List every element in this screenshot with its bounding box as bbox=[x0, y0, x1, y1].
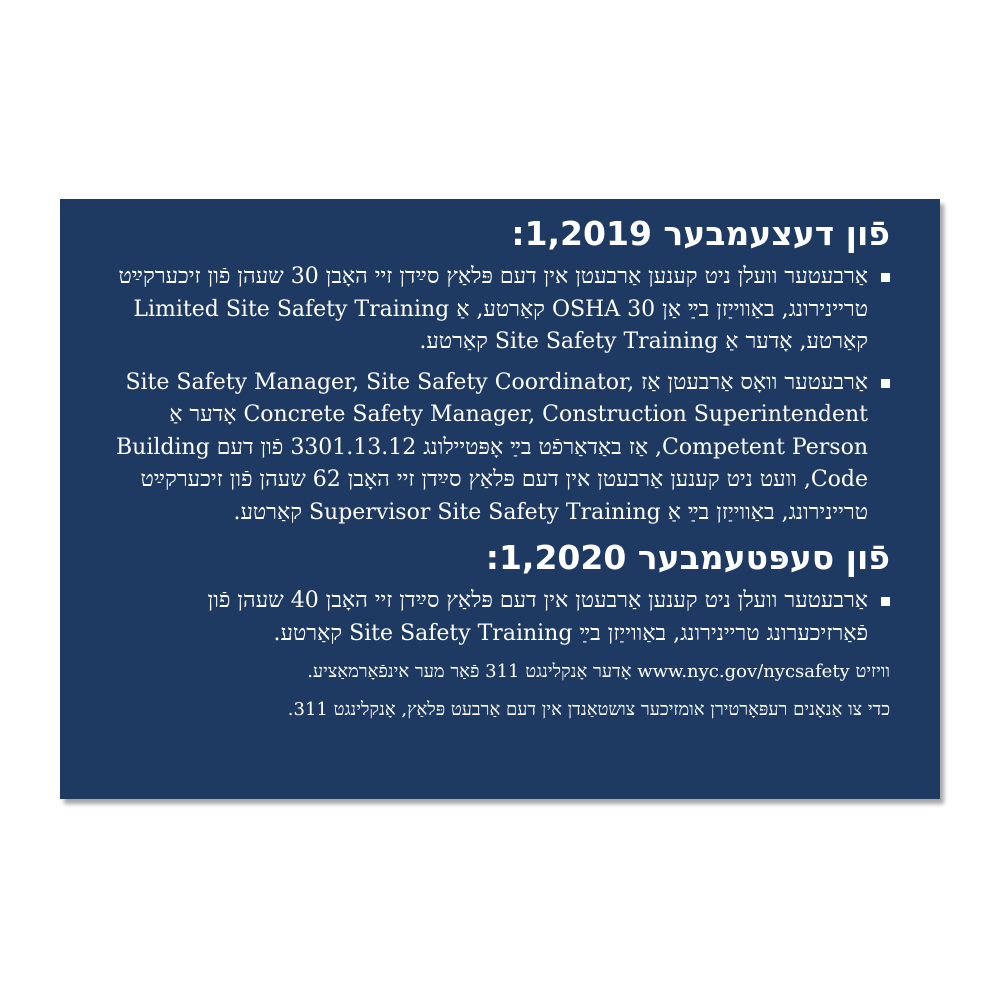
bullet-text: אַרבעטער וואָס אַרבעטן אַז Site Safety Manager, Site Safety Coordinator, Concrete Safety Manager, Construction Superintendent אָדער אַ Competent Person, אַז באַדאַרפֿט בײַ אָפּטיילונג 3301.13.12 פֿון דעם Building Code, וועט ניט קענען אַרבעטן אין דעם פּלאַץ סײַדן זיי האָבן 62 שעהן פֿון זיכערקײַט טריינירונג, באַווייַזן בײַ אַ Supervisor Site Safety Training קאַרטע. bbox=[116, 369, 868, 525]
bullet-text: אַרבעטער וועלן ניט קענען אַרבעטן אין דעם פּלאַץ סײַדן זיי האָבן 30 שעהן פֿון זיכערקײַט טריינירונג, באַווייַזן בײַ אַן OSHA 30 קאַרטע, אַ Limited Site Safety Training קאַרטע, אָדער אַ Site Safety Training קאַרטע. bbox=[118, 264, 868, 354]
bullet-text: אַרבעטער וועלן ניט קענען אַרבעטן אין דעם פּלאַץ סײַדן זיי האָבן 40 שעהן פֿון פֿאַרזיכערונג טריינירונג, באַווייַזן בײַ Site Safety Training קאַרטע. bbox=[207, 588, 868, 646]
safety-notice-card bbox=[60, 199, 940, 799]
section-heading-2019: פֿון דעצעמבער 1,2019: bbox=[511, 214, 890, 253]
bullet-item-2020-1 bbox=[100, 585, 890, 650]
bullet-square-icon bbox=[881, 597, 890, 606]
info-line-website: וויזיט www.nyc.gov/nycsafety אָדער אָנקלינגט 311 פֿאַר מער אינפֿאָרמאַציע. bbox=[307, 661, 890, 682]
bullet-square-icon bbox=[881, 273, 890, 282]
bullet-item-2019-1 bbox=[100, 261, 890, 359]
section-heading-2020: פֿון סעפּטעמבער 1,2020: bbox=[485, 538, 890, 577]
info-line-report: כדי צו אַנאָנים רעפּאָרטירן אומזיכער צושטאַנדן אין דעם אַרבעט פּלאַץ, אָנקלינגט 311. bbox=[287, 699, 890, 720]
notice-content bbox=[100, 213, 890, 734]
bullet-square-icon bbox=[881, 379, 890, 388]
bullet-item-2019-2 bbox=[100, 367, 890, 530]
